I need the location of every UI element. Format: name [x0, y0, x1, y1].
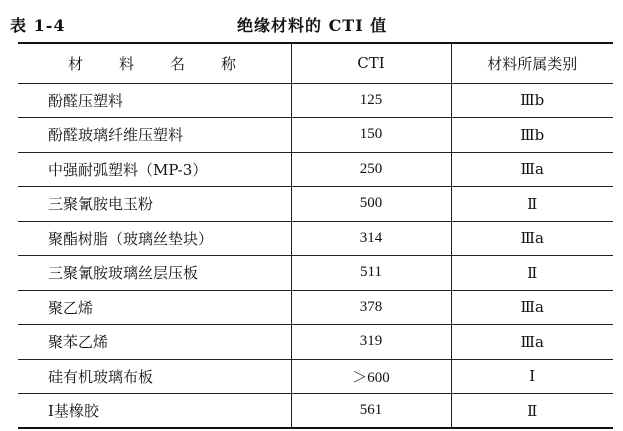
material-name-cell: 三聚氰胺电玉粉 — [18, 187, 291, 222]
category-cell: Ⅲa — [451, 221, 613, 256]
category-cell: Ⅰ — [451, 359, 613, 394]
cti-value-cell: 125 — [291, 83, 451, 118]
material-name-cell: 三聚氰胺玻璃丝层压板 — [18, 256, 291, 291]
table-caption — [0, 0, 623, 40]
category-cell: Ⅱ — [451, 394, 613, 429]
table-row — [18, 290, 613, 325]
material-name-cell: 酚醛玻璃纤维压塑料 — [18, 118, 291, 153]
table-row — [18, 359, 613, 394]
table-header-row — [18, 43, 613, 83]
category-cell: Ⅲb — [451, 118, 613, 153]
cti-value-cell: 319 — [291, 325, 451, 360]
table-row — [18, 221, 613, 256]
cti-value-cell: ＞600 — [291, 359, 451, 394]
table-row — [18, 83, 613, 118]
header-category: 材料所属类别 — [451, 43, 613, 83]
material-name-cell: 聚乙烯 — [18, 290, 291, 325]
table-row — [18, 325, 613, 360]
header-material-name: 材料名称 — [18, 43, 291, 83]
category-cell: Ⅲa — [451, 152, 613, 187]
table-row — [18, 187, 613, 222]
material-name-cell: 聚苯乙烯 — [18, 325, 291, 360]
category-cell: Ⅱ — [451, 256, 613, 291]
category-cell: Ⅲa — [451, 290, 613, 325]
cti-value-cell: 250 — [291, 152, 451, 187]
table-title: 绝缘材料的 CTI 值 — [237, 16, 388, 35]
cti-table — [18, 42, 613, 429]
header-cti: CTI — [291, 43, 451, 83]
material-name-cell: Ⅰ基橡胶 — [18, 394, 291, 429]
table-row — [18, 256, 613, 291]
cti-value-cell: 150 — [291, 118, 451, 153]
cti-value-cell: 511 — [291, 256, 451, 291]
material-name-cell: 酚醛压塑料 — [18, 83, 291, 118]
table-row — [18, 394, 613, 429]
category-cell: Ⅲb — [451, 83, 613, 118]
cti-value-cell: 314 — [291, 221, 451, 256]
cti-value-cell: 378 — [291, 290, 451, 325]
table-row — [18, 118, 613, 153]
material-name-cell: 中强耐弧塑料（MP-3） — [18, 152, 291, 187]
material-name-cell: 硅有机玻璃布板 — [18, 359, 291, 394]
category-cell: Ⅲa — [451, 325, 613, 360]
material-name-cell: 聚酯树脂（玻璃丝垫块） — [18, 221, 291, 256]
cti-value-cell: 561 — [291, 394, 451, 429]
table-row — [18, 152, 613, 187]
category-cell: Ⅱ — [451, 187, 613, 222]
cti-value-cell: 500 — [291, 187, 451, 222]
table-number: 表 1-4 — [10, 16, 66, 35]
